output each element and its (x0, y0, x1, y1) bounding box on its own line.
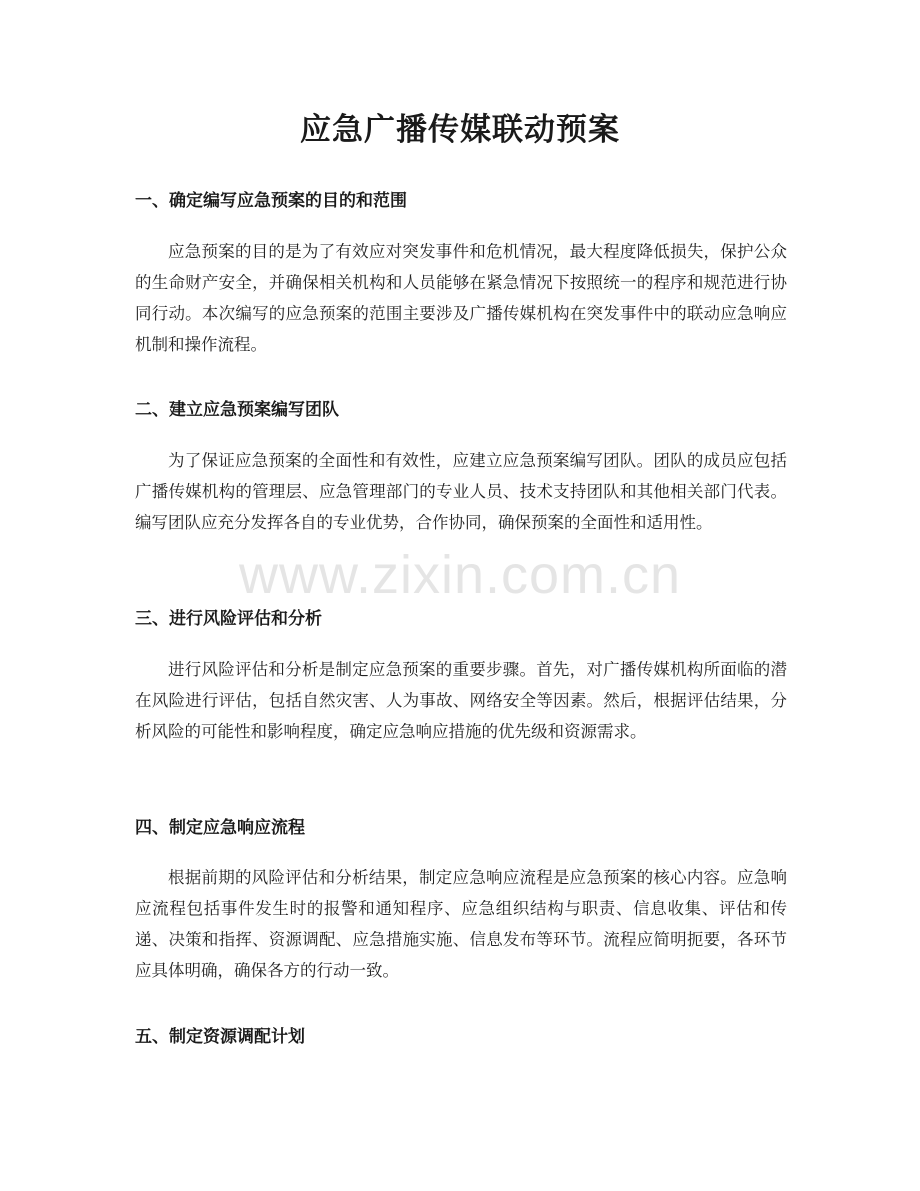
section-heading-1: 一、确定编写应急预案的目的和范围 (135, 191, 407, 211)
document-title: 应急广播传媒联动预案 (300, 112, 620, 148)
section-body-2: 为了保证应急预案的全面性和有效性，应建立应急预案编写团队。团队的成员应包括广播传媒机构的管理层、应急管理部门的专业人员、技术支持团队和其他相关部门代表。编写团队应充分发挥各自的专业优势，合作协同，确保预案的全面性和适用性。 (135, 451, 787, 532)
watermark-text: www.zixin.com.cn (238, 545, 682, 605)
section-heading-3: 三、进行风险评估和分析 (135, 609, 322, 629)
section-heading-4: 四、制定应急响应流程 (135, 818, 305, 838)
section-body-1: 应急预案的目的是为了有效应对突发事件和危机情况，最大程度降低损失，保护公众的生命财产安全，并确保相关机构和人员能够在紧急情况下按照统一的程序和规范进行协同行动。本次编写的应急预案的范围主要涉及广播传媒机构在突发事件中的联动应急响应机制和操作流程。 (135, 242, 787, 354)
section-body-4: 根据前期的风险评估和分析结果，制定应急响应流程是应急预案的核心内容。应急响应流程包括事件发生时的报警和通知程序、应急组织结构与职责、信息收集、评估和传递、决策和指挥、资源调配、应急措施实施、信息发布等环节。流程应简明扼要，各环节应具体明确，确保各方的行动一致。 (135, 868, 787, 980)
section-heading-5: 五、制定资源调配计划 (135, 1027, 305, 1047)
section-body-3: 进行风险评估和分析是制定应急预案的重要步骤。首先，对广播传媒机构所面临的潜在风险进行评估，包括自然灾害、人为事故、网络安全等因素。然后，根据评估结果，分析风险的可能性和影响程度，确定应急响应措施的优先级和资源需求。 (135, 660, 787, 741)
section-heading-2: 二、建立应急预案编写团队 (135, 400, 339, 420)
